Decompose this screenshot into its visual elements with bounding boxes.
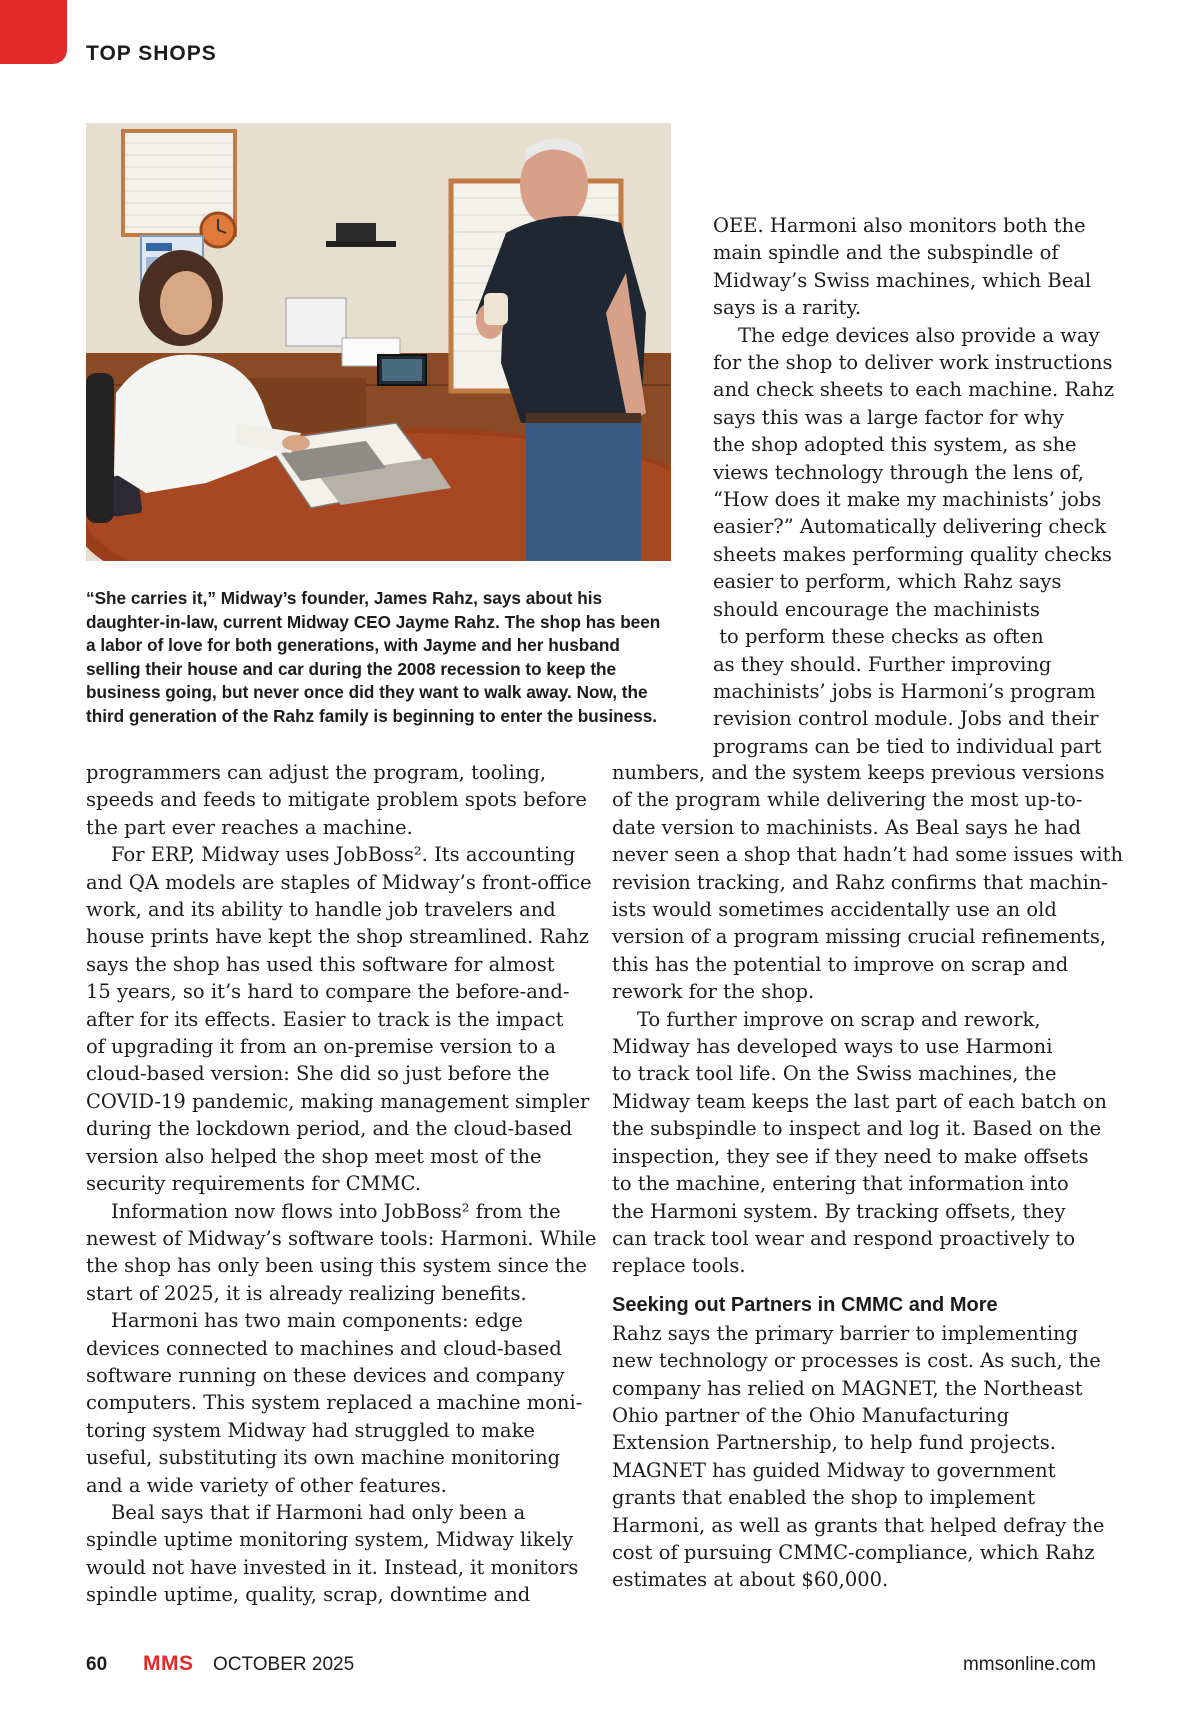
article-photo — [86, 123, 671, 561]
text-line: new technology or processes is cost. As such, the — [612, 1349, 1101, 1373]
text-line: revision control module. Jobs and their — [713, 707, 1099, 731]
text-line: grants that enabled the shop to implement — [612, 1486, 1036, 1510]
text-line: For ERP, Midway uses JobBoss². Its accounting — [111, 843, 576, 867]
right-top-text-column — [713, 212, 1114, 760]
section-tab-marker — [0, 0, 67, 64]
text-line: inspection, they see if they need to make offsets — [612, 1144, 1089, 1168]
text-line: sheets makes performing quality checks — [713, 542, 1112, 566]
text-line: Harmoni, as well as grants that helped defray the — [612, 1513, 1105, 1537]
text-line: ists would sometimes accidentally use an old — [612, 898, 1057, 922]
text-line: company has relied on MAGNET, the Northeast — [612, 1376, 1083, 1400]
caption-line: a labor of love for both generations, with Jayme and her husband — [86, 635, 620, 656]
website-url: mmsonline.com — [962, 1654, 1096, 1675]
caption-line: selling their house and car during the 2008 recession to keep the — [86, 658, 617, 679]
text-line: 15 years, so it’s hard to compare the before-and- — [86, 980, 570, 1004]
text-line: views technology through the lens of, — [713, 460, 1084, 484]
text-line: Harmoni has two main components: edge — [111, 1309, 523, 1333]
text-line: programmers can adjust the program, tooling, — [86, 761, 547, 784]
text-line: main spindle and the subspindle of — [713, 241, 1059, 265]
left-text-column — [86, 759, 596, 1609]
text-line: cloud-based version: She did so just before the — [86, 1062, 550, 1086]
text-line: would not have invested in it. Instead, it monitors — [86, 1555, 579, 1579]
text-line: should encourage the machinists — [713, 597, 1040, 621]
text-line: useful, substituting its own machine monitoring — [86, 1446, 561, 1470]
text-line: replace tools. — [612, 1254, 746, 1278]
text-line: Ohio partner of the Ohio Manufacturing — [612, 1403, 1010, 1427]
text-line: the subspindle to inspect and log it. Based on the — [612, 1117, 1102, 1141]
text-line: to track tool life. On the Swiss machines, the — [612, 1062, 1057, 1086]
text-line: Extension Partnership, to help fund projects. — [612, 1431, 1056, 1455]
text-line: Midway has developed ways to use Harmoni — [612, 1035, 1053, 1059]
text-line: Midway’s Swiss machines, which Beal — [713, 268, 1092, 292]
section-subhead: Seeking out Partners in CMMC and More — [612, 1293, 998, 1316]
text-line: OEE. Harmoni also monitors both the — [713, 214, 1086, 237]
text-line: version of a program missing crucial refinements, — [612, 925, 1107, 949]
text-line: and check sheets to each machine. Rahz — [713, 378, 1115, 402]
text-line: security requirements for CMMC. — [86, 1172, 422, 1196]
text-line: Midway team keeps the last part of each batch on — [612, 1089, 1107, 1113]
text-line: the shop has only been using this system since the — [86, 1254, 587, 1278]
caption-line: third generation of the Rahz family is beginning to enter the business. — [86, 705, 658, 726]
text-line: easier?” Automatically delivering check — [713, 515, 1107, 539]
text-line: can track tool wear and respond proactively to — [612, 1226, 1076, 1250]
text-line: programs can be tied to individual part — [713, 734, 1102, 758]
caption-line: daughter-in-law, current Midway CEO Jayme Rahz. The shop has been — [86, 611, 661, 632]
text-line: start of 2025, it is already realizing benefits. — [86, 1281, 527, 1305]
text-line: date version to machinists. As Beal says he had — [612, 815, 1081, 839]
text-line: cost of pursuing CMMC-compliance, which Rahz — [612, 1540, 1095, 1564]
photo-caption — [86, 587, 676, 729]
text-line: Rahz says the primary barrier to implementing — [612, 1321, 1078, 1345]
text-line: toring system Midway had struggled to make — [86, 1418, 535, 1442]
text-line: of the program while delivering the most up-to- — [612, 788, 1083, 812]
text-line: during the lockdown period, and the cloud-based — [86, 1117, 573, 1141]
text-line: house prints have kept the shop streamlined. Rahz — [86, 925, 590, 949]
text-line: The edge devices also provide a way — [738, 323, 1100, 347]
text-line: version also helped the shop meet most of the — [86, 1144, 542, 1168]
text-line: Beal says that if Harmoni had only been a — [111, 1500, 526, 1524]
text-line: work, and its ability to handle job travelers and — [86, 898, 556, 922]
text-line: as they should. Further improving — [713, 652, 1052, 676]
text-line: “How does it make my machinists’ jobs — [713, 488, 1102, 512]
text-line: after for its effects. Easier to track is the impact — [86, 1007, 564, 1031]
text-line: revision tracking, and Rahz confirms that machin- — [612, 870, 1108, 894]
text-line: speeds and feeds to mitigate problem spots before — [86, 788, 587, 812]
text-line: COVID-19 pandemic, making management simpler — [86, 1089, 590, 1113]
text-line: the Harmoni system. By tracking offsets, they — [612, 1199, 1066, 1223]
text-line: newest of Midway’s software tools: Harmoni. While — [86, 1226, 597, 1250]
caption-line: business going, but never once did they want to walk away. Now, the — [86, 682, 648, 703]
text-line: rework for the shop. — [612, 980, 815, 1004]
text-line: numbers, and the system keeps previous versions — [612, 761, 1105, 784]
text-line: and QA models are staples of Midway’s front-office — [86, 870, 592, 894]
text-line: the shop adopted this system, as she — [713, 433, 1077, 457]
text-line: says this was a large factor for why — [713, 405, 1065, 429]
text-line: easier to perform, which Rahz says — [713, 570, 1062, 594]
text-line: Information now flows into JobBoss² from the — [111, 1199, 561, 1223]
text-line: to perform these checks as often — [713, 625, 1044, 649]
text-line: To further improve on scrap and rework, — [637, 1007, 1041, 1031]
text-line: says the shop has used this software for almost — [86, 952, 555, 976]
text-line: spindle uptime, quality, scrap, downtime and — [86, 1583, 531, 1607]
text-line: MAGNET has guided Midway to government — [612, 1458, 1056, 1482]
text-line: machinists’ jobs is Harmoni’s program — [713, 679, 1096, 703]
issue-date: OCTOBER 2025 — [213, 1654, 355, 1675]
caption-line: “She carries it,” Midway’s founder, James Rahz, says about his — [86, 588, 603, 608]
text-line: software running on these devices and company — [86, 1363, 565, 1387]
page-number: 60 — [86, 1654, 108, 1675]
text-line: this has the potential to improve on scrap and — [612, 952, 1069, 976]
text-line: of upgrading it from an on-premise version to a — [86, 1035, 556, 1059]
text-line: computers. This system replaced a machine moni- — [86, 1391, 583, 1415]
text-line: estimates at about $60,000. — [612, 1568, 889, 1592]
text-line: the part ever reaches a machine. — [86, 815, 413, 839]
text-line: says is a rarity. — [713, 296, 862, 320]
right-text-column — [612, 759, 1123, 1594]
text-line: to the machine, entering that information into — [612, 1172, 1069, 1196]
text-line: for the shop to deliver work instructions — [713, 351, 1113, 375]
text-line: devices connected to machines and cloud-based — [86, 1336, 562, 1360]
text-line: spindle uptime monitoring system, Midway likely — [86, 1528, 574, 1552]
section-label: TOP SHOPS — [86, 42, 217, 65]
magazine-brand: MMS — [143, 1652, 194, 1675]
text-line: and a wide variety of other features. — [86, 1473, 447, 1497]
text-line: never seen a shop that hadn’t had some issues with — [612, 843, 1124, 867]
